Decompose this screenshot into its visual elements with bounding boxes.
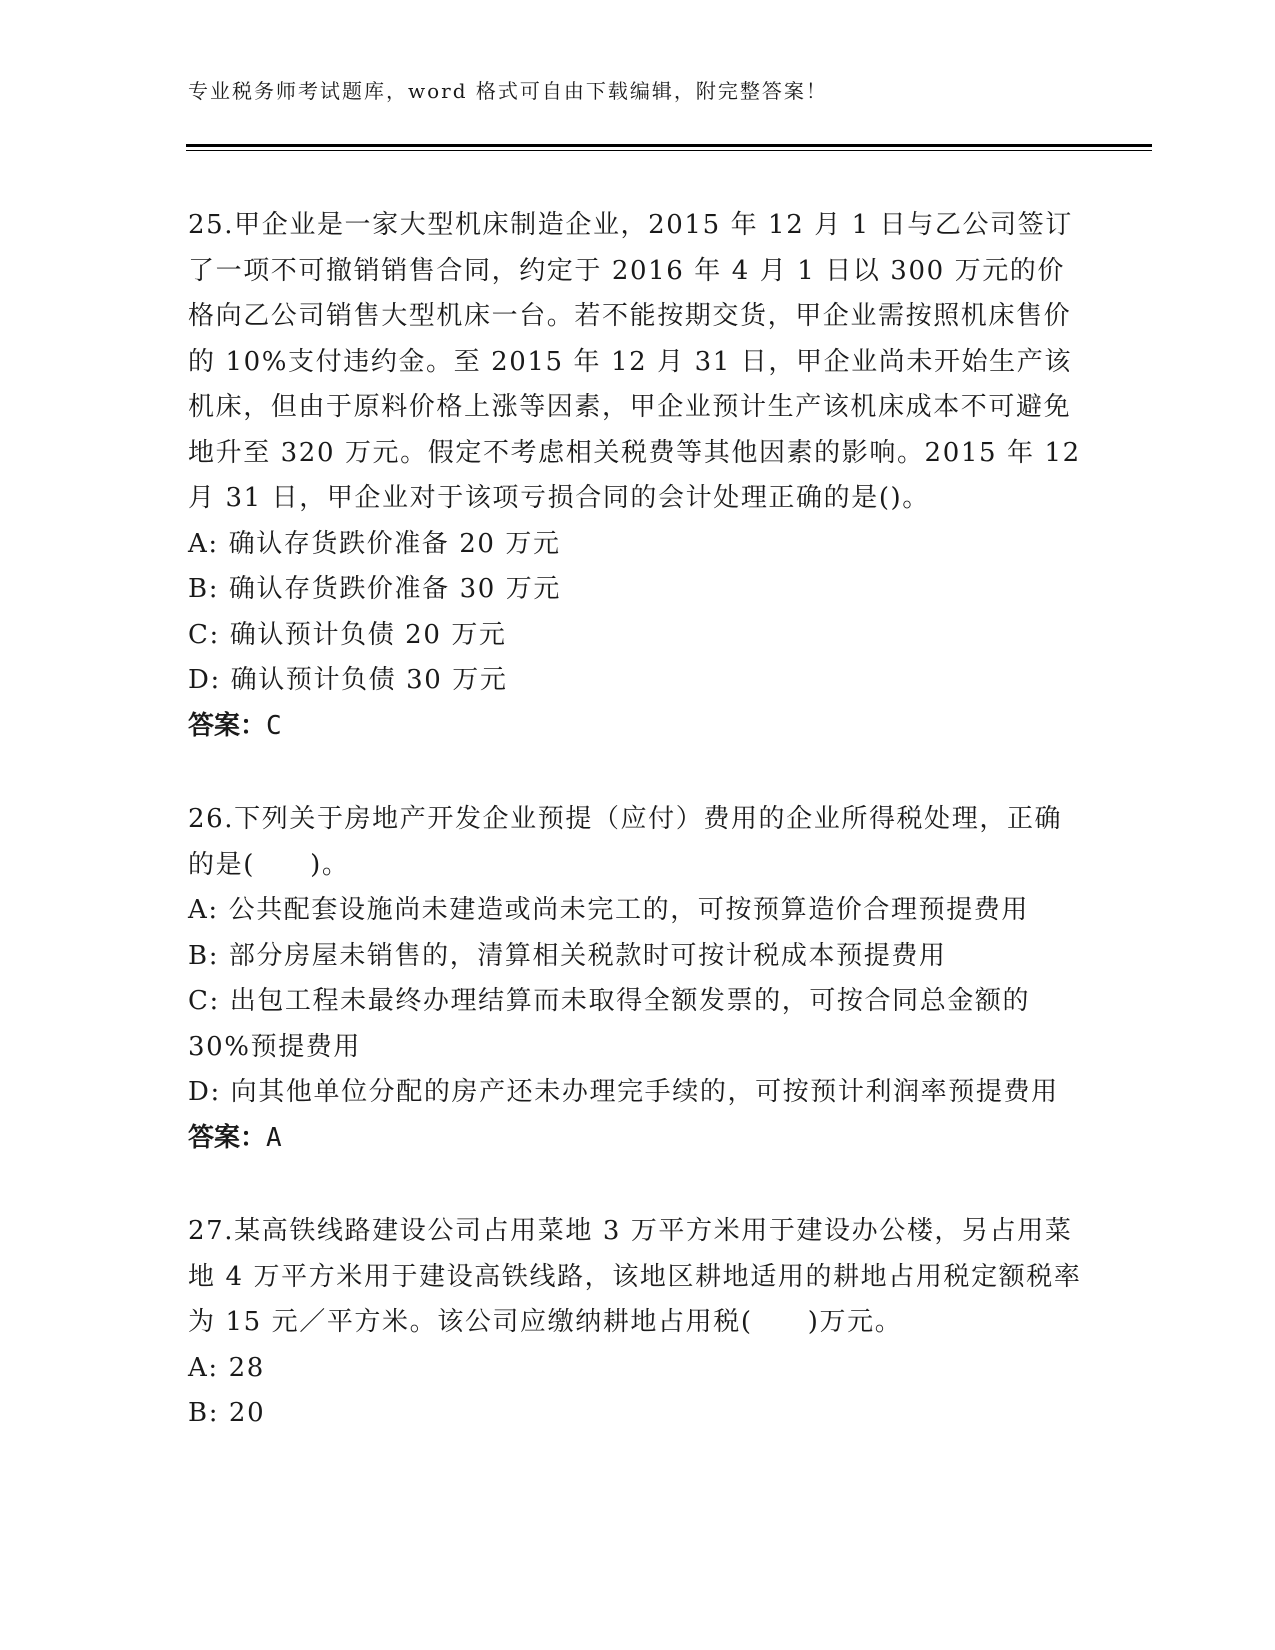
option-b: B: 20 [188, 1398, 266, 1428]
option-a: A: 公共配套设施尚未建造或尚未完工的，可按预算造价合理预提费用 [188, 895, 1030, 925]
header-rule-thick [186, 144, 1152, 147]
answer-value: C [266, 710, 282, 741]
question-stem: 25.甲企业是一家大型机床制造企业，2015 年 12 月 1 日与乙公司签订了一项不可撤销销售合同，约定于 2016 年 4 月 1 日以 300 万元的价格向乙公司销售大型机床一台。若不能按期交货，甲企业需按照机床售价的 10%支付违约金。至 2015 年 12 月 31 日，甲企业尚未开始生产该机床，但由于原料价格上涨等因素，甲企业预计生产该机床成本不可避免地升至 320 万元。假定不考虑相关税费等其他因素的影响。2015 年 12 月 31 日，甲企业对于该项亏损合同的会计处理正确的是()。 [188, 210, 1081, 513]
option-a: A: 确认存货跌价准备 20 万元 [188, 528, 561, 559]
answer-value: A [266, 1122, 282, 1153]
question-stem: 26.下列关于房地产开发企业预提（应付）费用的企业所得税处理，正确的是( )。 [188, 804, 1063, 880]
question-stem: 27.某高铁线路建设公司占用菜地 3 万平方米用于建设办公楼，另占用菜地 4 万平方米用于建设高铁线路，该地区耕地适用的耕地占用税定额税率为 15 元／平方米。该公司应缴纳耕地占用税( )万元。 [188, 1216, 1082, 1337]
answer-label: 答案： [188, 1122, 267, 1153]
answer-label: 答案： [188, 710, 267, 741]
option-d: D: 确认预计负债 30 万元 [188, 665, 508, 695]
question-27 [188, 1209, 1088, 1437]
header-rule-thin [186, 150, 1152, 151]
question-list [188, 203, 1088, 1485]
question-26 [188, 797, 1088, 1161]
option-b: B: 确认存货跌价准备 30 万元 [188, 574, 561, 604]
answer-line [188, 1116, 1088, 1162]
page-header: 专业税务师考试题库，word 格式可自由下载编辑，附完整答案！ [188, 79, 828, 103]
option-a: A: 28 [188, 1352, 265, 1383]
answer-line [188, 704, 1088, 750]
option-c: C: 出包工程未最终办理结算而未取得全额发票的，可按合同总金额的 30%预提费用 [188, 986, 1031, 1062]
question-25 [188, 203, 1088, 749]
option-d: D: 向其他单位分配的房产还未办理完手续的，可按预计利润率预提费用 [188, 1077, 1059, 1107]
option-c: C: 确认预计负债 20 万元 [188, 619, 507, 650]
option-b: B: 部分房屋未销售的，清算相关税款时可按计税成本预提费用 [188, 940, 947, 971]
